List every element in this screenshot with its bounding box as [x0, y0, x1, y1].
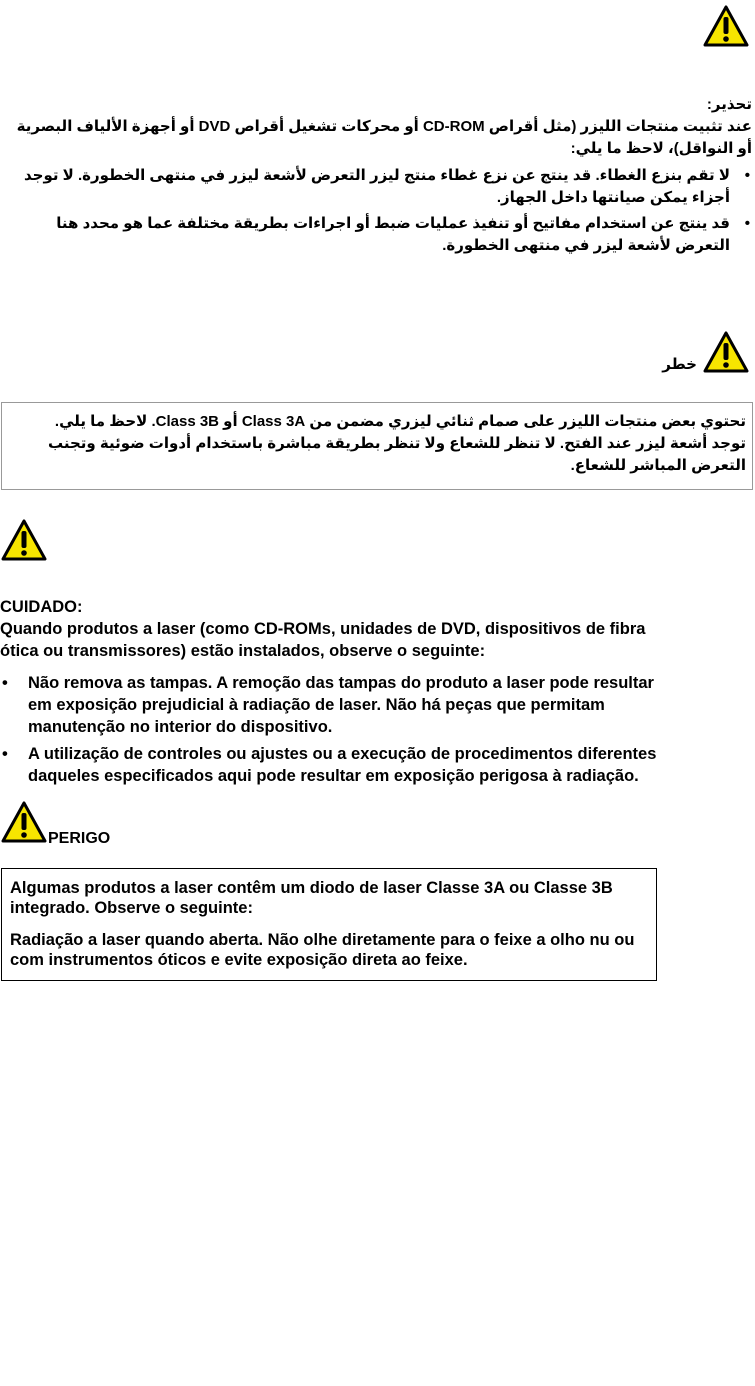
portuguese-caution-list	[0, 672, 670, 787]
portuguese-caution-section	[0, 596, 670, 792]
arabic-danger-label: خطر	[662, 356, 697, 373]
arabic-caution-section	[0, 94, 752, 261]
portuguese-danger-paragraph-2: Radiação a laser quando aberta. Não olhe diretamente para o feixe a olho nu ou com instrumentos óticos e evite exposição direta ao feixe.	[10, 931, 635, 969]
arabic-caution-intro: عند تثبيت منتجات الليزر (مثل أقراص CD-ROM أو محركات تشغيل أقراص DVD أو أجهزة الألياف البصرية أو النواقل)، لاحظ ما يلي:	[16, 118, 752, 157]
portuguese-caution-intro: Quando produtos a laser (como CD-ROMs, unidades de DVD, dispositivos de fibra ótica ou transmissores) estão instalados, observe o seguinte:	[0, 620, 646, 660]
arabic-danger-line-2: توجد أشعة ليزر عند الفتح. لا تنظر للشعاع ولا تنظر بطريقة مباشرة باستخدام أدوات ضوئية وتجنب التعرض المباشر للشعاع.	[47, 435, 746, 474]
portuguese-danger-box	[1, 868, 657, 981]
arabic-caution-title: تحذير:	[706, 96, 752, 113]
arabic-danger-line-1: تحتوي بعض منتجات الليزر على صمام ثنائي ليزري مضمن من Class 3A أو Class 3B. لاحظ ما يلي.	[54, 413, 746, 430]
warning-triangle-icon	[702, 4, 750, 48]
arabic-danger-box	[1, 402, 753, 490]
portuguese-danger-label: PERIGO	[48, 830, 111, 847]
warning-triangle-icon	[0, 800, 48, 844]
list-item: • لا تقم بنزع الغطاء. قد ينتج عن نزع غطاء منتج ليزر التعرض لأشعة ليزر في منتهى الخطورة. لا توجد أجزاء يمكن صيانتها داخل الجهاز.	[0, 165, 730, 209]
list-item: • Não remova as tampas. A remoção das tampas do produto a laser pode resultar em exposição prejudicial à radiação de laser. Não há peças que permitam manutenção no interior do dispositivo.	[28, 672, 670, 738]
portuguese-caution-title: CUIDADO:	[0, 598, 83, 616]
list-item: • قد ينتج عن استخدام مفاتيح أو تنفيذ عمليات ضبط أو اجراءات بطريقة مختلفة عما هو محدد هنا التعرض لأشعة ليزر في منتهى الخطورة.	[0, 213, 730, 257]
arabic-danger-text	[8, 411, 746, 477]
arabic-caution-list	[0, 165, 752, 257]
warning-triangle-icon	[702, 330, 750, 374]
warning-triangle-icon	[0, 518, 48, 562]
portuguese-danger-paragraph-1: Algumas produtos a laser contêm um diodo de laser Classe 3A ou Classe 3B integrado. Observe o seguinte:	[10, 879, 613, 917]
list-item: • A utilização de controles ou ajustes ou a execução de procedimentos diferentes daqueles especificados aqui pode resultar em exposição perigosa à radiação.	[28, 743, 670, 787]
